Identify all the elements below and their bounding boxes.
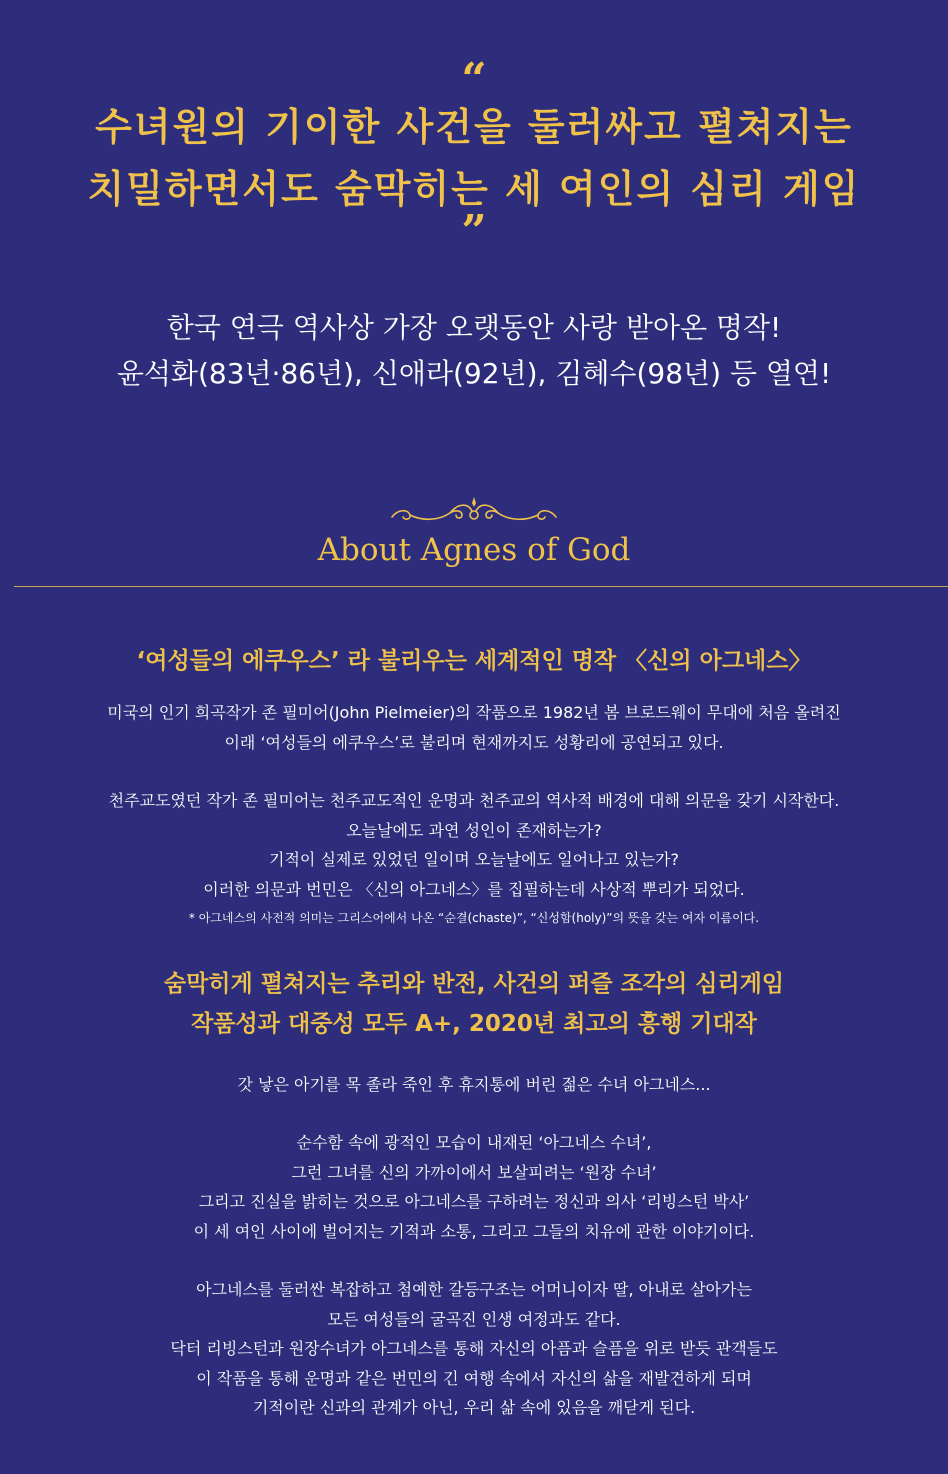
text-line: 미국의 인기 희곡작가 존 필미어(John Pielmeier)의 작품으로 1982년 봄 브로드웨이 무대에 처음 올려진 [107, 703, 841, 722]
text-line: 그리고 진실을 밝히는 것으로 아그네스를 구하려는 정신과 의사 ‘리빙스턴 박사’ [198, 1192, 750, 1211]
open-quote-mark: “ [461, 54, 487, 105]
text-line: 그런 그녀를 신의 가까이에서 보살피려는 ‘원장 수녀’ [291, 1162, 657, 1182]
section1-paragraph-1 [0, 698, 948, 757]
subheadline [0, 305, 948, 397]
text-line: 이 작품을 통해 운명과 같은 번민의 긴 여행 속에서 자신의 삶을 재발견하게 되며 [196, 1368, 752, 1388]
section2-paragraph-1 [0, 1070, 948, 1100]
text-line: 이러한 의문과 번민은 〈신의 아그네스〉를 집필하는데 사상적 뿌리가 되었다. [203, 879, 745, 899]
footnote: * 아그네스의 사전적 의미는 그리스어에서 나온 “순결(chaste)”, “신성함(holy)”의 뜻을 갖는 여자 이름이다. [188, 911, 760, 925]
section1-title: ‘여성들의 에쿠우스’ 라 불리우는 세계적인 명작 〈신의 아그네스〉 [136, 648, 812, 674]
text-line: 천주교도였던 작가 존 필미어는 천주교도적인 운명과 천주교의 역사적 배경에 대해 의문을 갖기 시작한다. [108, 791, 840, 810]
subheadline-line: 윤석화(83년·86년), 신애라(92년), 김혜수(98년) 등 열연! [116, 357, 832, 390]
text-line: 이래 ‘여성들의 에쿠우스’로 불리며 현재까지도 성황리에 공연되고 있다. [224, 732, 724, 752]
text-line: 이 세 여인 사이에 벌어지는 기적과 소통, 그리고 그들의 치유에 관한 이야기이다. [193, 1221, 755, 1241]
flourish-ornament-icon [388, 493, 560, 527]
text-line: 모든 여성들의 굴곡진 인생 여정과도 같다. [327, 1309, 621, 1329]
text-line: 기적이 실제로 있었던 일이며 오늘날에도 일어나고 있는가? [269, 850, 679, 869]
text-line: 순수함 속에 광적인 모습이 내재된 ‘아그네스 수녀’, [296, 1133, 652, 1152]
subheadline-line: 한국 연극 역사상 가장 오랫동안 사랑 받아온 명작! [166, 311, 782, 344]
section-title-about: About Agnes of God [317, 532, 631, 568]
divider [14, 586, 948, 587]
text-line: 닥터 리빙스턴과 원장수녀가 아그네스를 통해 자신의 아픔과 슬픔을 위로 받듯 관객들도 [170, 1339, 778, 1358]
section2-title [0, 964, 948, 1044]
section2-title-line: 작품성과 대중성 모두 A+, 2020년 최고의 흥행 기대작 [191, 1011, 757, 1037]
close-quote-mark: ” [461, 206, 487, 257]
section2-paragraph-2 [0, 1128, 948, 1246]
text-line: 기적이란 신과의 관계가 아닌, 우리 삶 속에 있음을 깨닫게 된다. [252, 1398, 696, 1417]
text-line: 아그네스를 둘러싼 복잡하고 첨예한 갈등구조는 어머니이자 딸, 아내로 살아가는 [196, 1280, 752, 1299]
headline-line: 수녀원의 기이한 사건을 둘러싸고 펼쳐지는 [95, 105, 853, 149]
headline [0, 96, 948, 220]
section1-paragraph-2 [0, 786, 948, 904]
section2-title-line: 숨막히게 펼쳐지는 추리와 반전, 사건의 퍼즐 조각의 심리게임 [163, 971, 785, 997]
section2-paragraph-3 [0, 1275, 948, 1423]
text-line: 오늘날에도 과연 성인이 존재하는가? [346, 820, 602, 840]
headline-line: 치밀하면서도 숨막히는 세 여인의 심리 게임 [87, 167, 861, 211]
text-line: 갓 낳은 아기를 목 졸라 죽인 후 휴지통에 버린 젊은 수녀 아그네스... [237, 1075, 711, 1094]
